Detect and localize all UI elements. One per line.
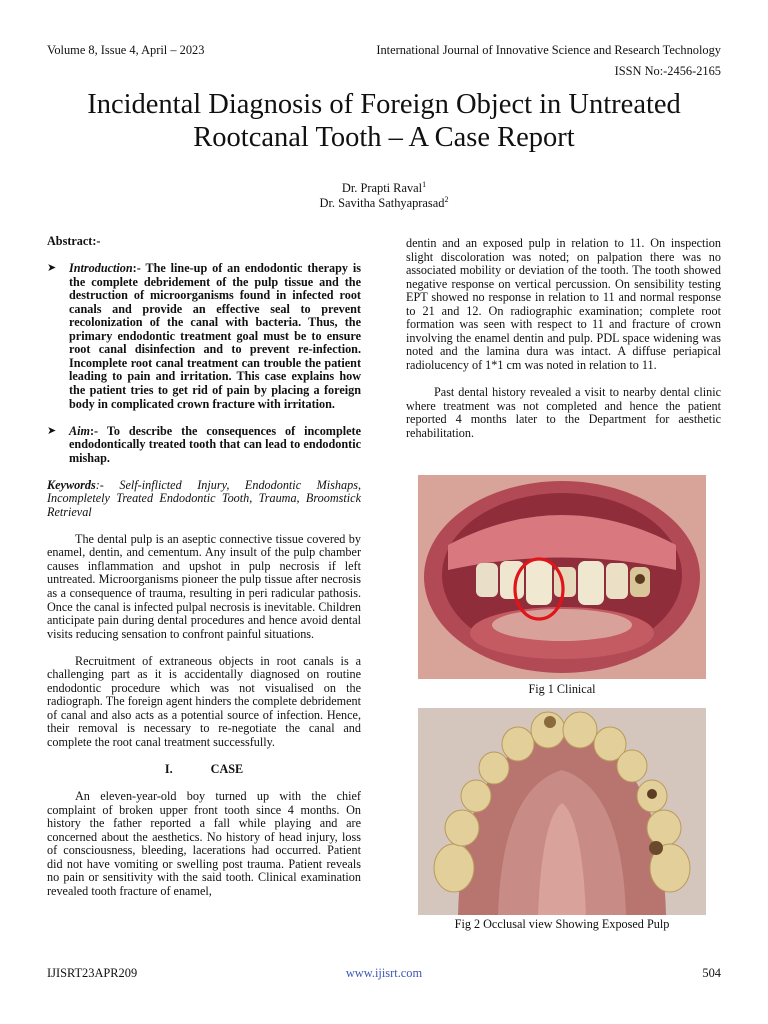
issn: ISSN No:-2456-2165 <box>614 64 721 78</box>
body-paragraph-4: dentin and an exposed pulp in relation to 11. On inspection slight discoloration was noted; on palpation there was no associated mobility or deviation of the tooth. The tooth showed negative response on vertical percussion. On sensibility testing EPT showed no response in relation to 11 and normal response to 21 and 12. On radiographic examination; complete root formation was seen with respect to 11 and fracture of crown involving the enamel dentin and pulp. PDL space widening was noted and the lamina dura was intact. A diffuse periapical radiolucency of 1*1 cm was noted in relation to 11. <box>406 236 721 372</box>
journal-name: International Journal of Innovative Science and Research Technology <box>376 43 721 57</box>
figure-1-clinical-photo <box>418 475 706 679</box>
abstract-introduction: ➤ Introduction:- The line-up of an endodontic therapy is the complete debridement of the pulp tissue and the destruction of microorganisms found in infected root canals and provide an effective seal to prevent recolonization of the canal with bacteria. Thus, the primary endodontic treatment goal must be to ensure root canal disinfection and to prevent re-infection. Incomplete root canal treatment can trouble the patient leading to pain and irritation. This case explains how the patient tries to get rid of pain by placing a foreign body in complicated crown fracture with irritation. <box>47 261 361 411</box>
intro-label: Introduction <box>69 261 133 276</box>
section-heading-case <box>47 763 361 777</box>
author-affiliation: 1 <box>422 180 427 189</box>
aim-text: To describe the consequences of incomplete endodontically treated tooth that can lead to endodontic mishap. <box>69 423 361 465</box>
section-number: I. <box>164 762 173 777</box>
author-affiliation: 2 <box>444 195 449 204</box>
section-title: CASE <box>210 762 244 777</box>
keywords-text: :- Self-inflicted Injury, Endodontic Mishaps, Incompletely Treated Endodontic Tooth, Trauma, Broomstick Retrieval <box>47 477 361 519</box>
keywords <box>47 479 361 520</box>
body-paragraph-3: An eleven-year-old boy turned up with the chief complaint of broken upper front tooth since 4 months. On history the father reported a fall while playing and are concerned about the aesthetics. No history of head injury, loss of consciousness, bleeding, lacerations had occurred. Patient did not have vomiting or swelling post trauma. Patient reveals no pain or sensitivity with the said tooth. Clinical examination revealed tooth fracture of enamel, <box>47 789 361 898</box>
author-name: Dr. Prapti Raval <box>341 181 423 196</box>
journal-volume-issue: Volume 8, Issue 4, April – 2023 <box>47 43 205 57</box>
arrow-bullet-icon: ➤ <box>47 424 57 437</box>
author-1 <box>0 180 768 196</box>
title-line-1: Incidental Diagnosis of Foreign Object in Untreated <box>87 89 681 120</box>
body-paragraph-5: Past dental history revealed a visit to nearby dental clinic where treatment was not completed and hence the patient reported 4 months later to the Department for aesthetic rehabilitation. <box>406 384 721 440</box>
figure-1-caption: Fig 1 Clinical <box>528 682 596 696</box>
figure-2-caption: Fig 2 Occlusal view Showing Exposed Pulp <box>454 917 670 931</box>
author-2 <box>0 195 768 211</box>
left-column <box>47 235 361 898</box>
abstract-aim: ➤ Aim:- To describe the consequences of incomplete endodontically treated tooth that can lead to endodontic mishap. <box>47 423 361 465</box>
title-line-2: Rootcanal Tooth – A Case Report <box>193 122 575 153</box>
page-number: 504 <box>702 966 721 980</box>
paper-title <box>40 88 728 154</box>
body-paragraph-2: Recruitment of extraneous objects in root canals is a challenging part as it is accidentally diagnosed on routine endodontic procedure which was not visualised on the radiograph. The foreign agent hinders the complete debridement of canal and also acts as a potential source of infection. Hence, their removal is necessary to re-negotiate the canal and complete the root canal treatment successfully. <box>47 653 361 749</box>
aim-label: Aim <box>69 423 90 438</box>
footer-article-id: IJISRT23APR209 <box>47 966 138 980</box>
figure-2-occlusal-photo <box>418 708 706 915</box>
abstract-heading: Abstract:- <box>47 234 101 248</box>
footer-website-link[interactable]: www.ijisrt.com <box>345 966 423 980</box>
arrow-bullet-icon: ➤ <box>47 262 57 275</box>
keywords-label: Keywords <box>47 477 96 492</box>
intro-text: The line-up of an endodontic therapy is the complete debridement of the pulp tissue and the destruction of microorganisms found in infected root canals and provide an effective seal to prevent recolonization of the canal with bacteria. Thus, the primary endodontic treatment goal must be to ensure root canal disinfection and to prevent re-infection. Incomplete root canal treatment can trouble the patient leading to pain and irritation. This case explains how the patient tries to get rid of pain by placing a foreign body in complicated crown fracture with irritation. <box>69 261 361 411</box>
author-name: Dr. Savitha Sathyaprasad <box>319 196 445 211</box>
right-column <box>406 237 721 440</box>
body-paragraph-1: The dental pulp is an aseptic connective tissue covered by enamel, dentin, and cementum. Any insult of the pulp chamber causes inflammation and upshot in pulp necrosis if left untreated. Microorganisms pioneer the pulp tissue after necrosis as a consequence of trauma, resulting in peri radicular pathosis. Once the canal is infected pulpal necrosis is inevitable. Children anticipate pain during dental procedures and hence avoid dental visits reducing sensation to confront painful situations. <box>47 531 361 641</box>
